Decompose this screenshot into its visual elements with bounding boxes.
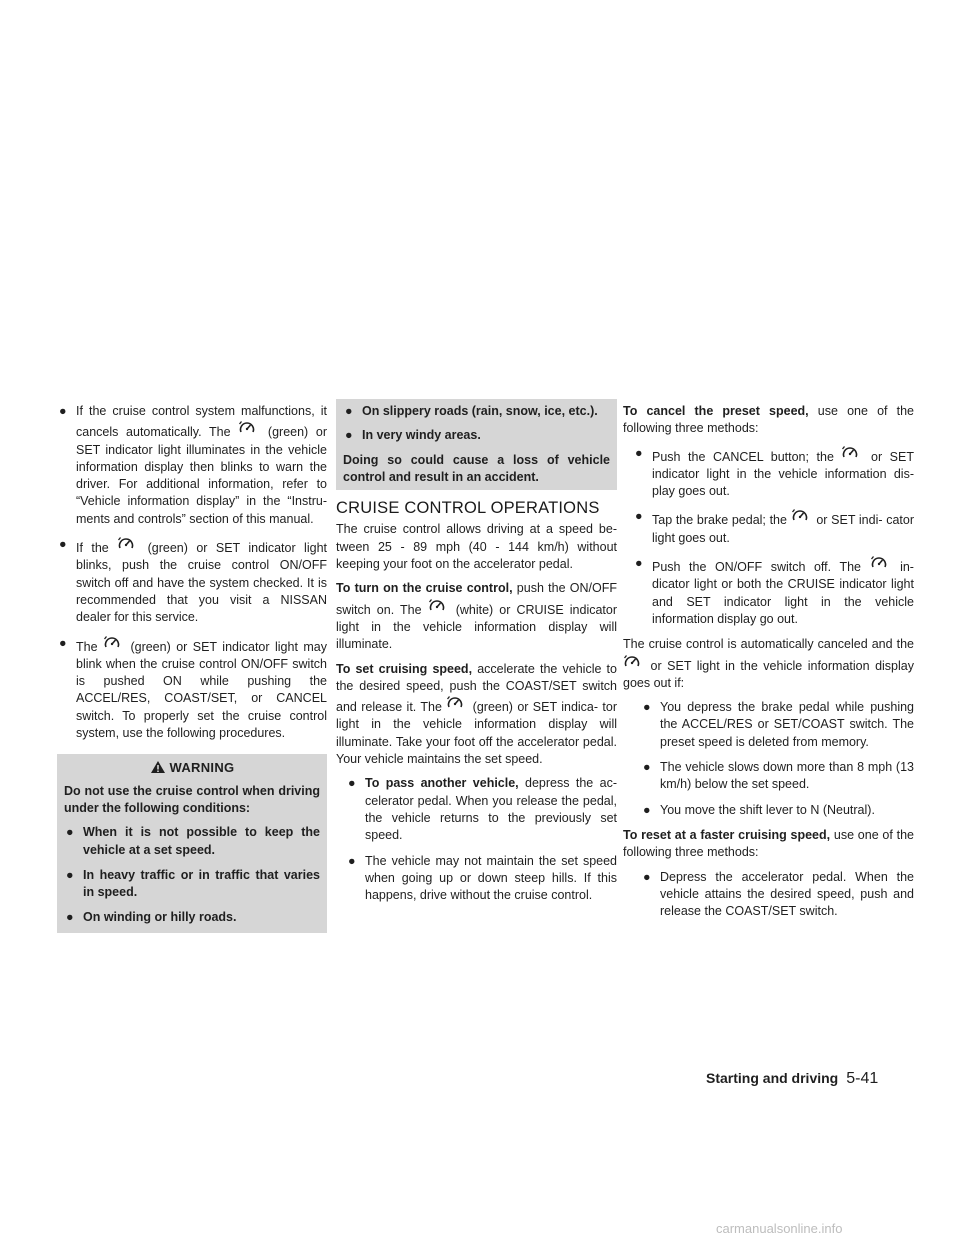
bullet-icon: ● <box>643 869 651 884</box>
bullet-icon: ● <box>345 404 353 418</box>
bullet-icon: ● <box>59 635 67 650</box>
bullet-icon: ● <box>643 802 651 817</box>
warning-title: WARNING <box>64 754 320 782</box>
warning-intro: Do not use the cruise control when driving under the following conditions: <box>64 783 320 815</box>
list-item: ● If the (green) or SET indicator light blinks, push the cruise control ON/OFF switch off and have the system checked. It is recommended that you visit a NISSAN dealer for this service. <box>59 537 327 625</box>
warning-box-continued <box>336 399 617 490</box>
list-item: ● Depress the accelerator pedal. When the vehicle attains the desired speed, push and release the COAST/SET switch. <box>643 869 914 919</box>
watermark: carmanualsonline.info <box>716 1221 843 1236</box>
paragraph: To set cruising speed, accelerate the vehicle to the desired speed, push the COAST/SET switch and release it. The (green) or SET indica- tor light in the vehicle information display will illuminate. Take your foot off the accelerator pedal. Your vehicle maintains the set speed. <box>336 661 617 767</box>
list-item: ● Tap the brake pedal; the or SET indi- cator light goes out. <box>635 509 914 545</box>
bullet-icon: ● <box>66 825 74 840</box>
bullet-icon: ● <box>345 428 353 443</box>
list-item: ● The vehicle slows down more than 8 mph (13 km/h) below the set speed. <box>643 760 914 792</box>
list-item: ● On winding or hilly roads. <box>64 909 320 926</box>
list-item: ● The (green) or SET indicator light may blink when the cruise control ON/OFF switch is pushed ON while pushing the ACCEL/RES, COAST/SET, or CANCEL switch. To properly set the cruise control system, use the following procedures. <box>59 635 327 741</box>
warning-closing: Doing so could cause a loss of vehicle control and result in an accident. <box>343 452 610 484</box>
bullet-icon: ● <box>643 760 651 775</box>
list-item: ● You depress the brake pedal while pushing the ACCEL/RES or SET/COAST switch. The preset speed is deleted from memory. <box>643 700 914 749</box>
bullet-icon: ● <box>635 556 643 571</box>
column-right <box>617 403 914 928</box>
cruise-indicator-icon <box>117 536 139 550</box>
list-item: ● Push the CANCEL button; the or SET indicator light in the vehicle information dis- play goes out. <box>635 445 914 499</box>
cruise-indicator-icon <box>446 695 468 709</box>
paragraph: The cruise control is automatically canceled and the or SET light in the vehicle information display goes out if: <box>623 637 914 690</box>
bullet-icon: ● <box>59 404 67 418</box>
list-item: ● In very windy areas. <box>343 427 610 444</box>
cruise-indicator-icon <box>841 445 863 459</box>
list-item: ● If the cruise control system malfunctions, it cancels automatically. The (green) or SET indicator light illuminates in the vehicle information display then blinks to warn the driver. For additional information, refer to “Vehicle information display” in the “Instru- ments and controls” section of this manual. <box>59 404 328 526</box>
footer-section: Starting and driving <box>706 1070 839 1086</box>
column-left <box>57 403 327 933</box>
list-item: ● The vehicle may not maintain the set speed when going up or down steep hills. If this happens, drive without the cruise control. <box>348 853 617 903</box>
column-middle <box>327 403 617 912</box>
bullet-icon: ● <box>66 867 74 882</box>
warning-box <box>57 754 327 932</box>
list-item: ● You move the shift lever to N (Neutral). <box>641 802 914 819</box>
bullet-icon: ● <box>348 776 356 791</box>
list-item: ● When it is not possible to keep the vehicle at a set speed. <box>66 825 320 857</box>
list-item: ● On slippery roads (rain, snow, ice, etc.). <box>343 403 610 420</box>
cruise-indicator-icon <box>623 654 645 668</box>
bullet-icon: ● <box>348 853 356 868</box>
paragraph: The cruise control allows driving at a speed be- tween 25 - 89 mph (40 - 144 km/h) without keeping your foot on the accelerator pedal. <box>336 522 617 572</box>
paragraph: To turn on the cruise control, push the ON/OFF switch on. The (white) or CRUISE indicator light in the vehicle information display will illuminate. <box>336 581 618 652</box>
bullet-icon: ● <box>66 910 74 925</box>
paragraph: To cancel the preset speed, use one of the following three methods: <box>623 404 914 436</box>
section-title: CRUISE CONTROL OPERATIONS <box>336 499 600 518</box>
warning-triangle-icon <box>150 760 166 774</box>
list-item: ● In heavy traffic or in traffic that varies in speed. <box>66 867 320 900</box>
page-number: 5-41 <box>846 1070 879 1087</box>
bullet-icon: ● <box>59 537 67 552</box>
list-item: ● Push the ON/OFF switch off. The in- dicator light or both the CRUISE indicator light and SET indicator light in the vehicle information display go out. <box>635 556 914 626</box>
cruise-indicator-icon <box>103 635 125 649</box>
cruise-indicator-icon <box>791 508 813 522</box>
page-footer <box>706 1070 878 1088</box>
cruise-indicator-icon <box>870 555 892 569</box>
bullet-icon: ● <box>643 700 651 715</box>
paragraph: To reset at a faster cruising speed, use one of the following three methods: <box>623 827 914 860</box>
cruise-indicator-icon <box>428 598 450 612</box>
list-item: ● To pass another vehicle, depress the ac- celerator pedal. When you release the pedal, the vehicle returns to the previously set speed. <box>348 776 617 843</box>
cruise-indicator-icon <box>238 420 260 434</box>
bullet-icon: ● <box>635 445 643 460</box>
bullet-icon: ● <box>635 509 643 524</box>
